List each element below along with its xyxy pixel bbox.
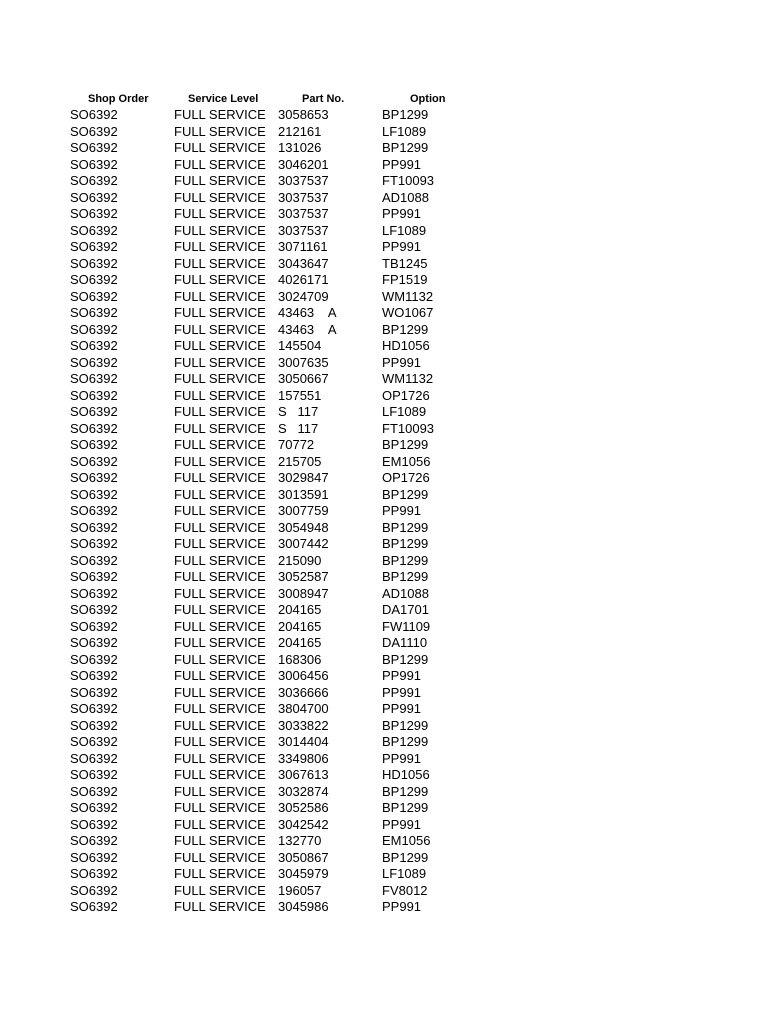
cell-shop-order: SO6392 bbox=[70, 404, 118, 419]
cell-service-level: FULL SERVICE bbox=[174, 519, 266, 535]
cell-service-level: FULL SERVICE bbox=[174, 569, 266, 584]
cell-option: FT10093 bbox=[382, 420, 435, 436]
cell-part-no: 3043647 bbox=[278, 255, 329, 271]
table-row bbox=[70, 140, 490, 157]
cell-part-no: 204165 bbox=[278, 618, 322, 634]
cell-option: PP991 bbox=[382, 668, 422, 683]
cell-shop-order: SO6392 bbox=[70, 272, 118, 287]
table-row bbox=[70, 338, 490, 355]
cell-service-level: FULL SERVICE bbox=[174, 899, 266, 914]
table-row bbox=[70, 173, 490, 190]
table-row bbox=[70, 569, 490, 586]
cell-option: LF1089 bbox=[382, 404, 427, 419]
cell-shop-order: SO6392 bbox=[70, 156, 118, 172]
cell-service-level: FULL SERVICE bbox=[174, 651, 266, 667]
cell-shop-order: SO6392 bbox=[70, 552, 118, 568]
cell-option: TB1245 bbox=[382, 255, 428, 271]
cell-part-no: 3067613 bbox=[278, 767, 329, 782]
cell-option: FP1519 bbox=[382, 272, 428, 287]
cell-part-no: 3050867 bbox=[278, 849, 329, 865]
cell-shop-order: SO6392 bbox=[70, 123, 118, 139]
cell-option: AD1088 bbox=[382, 189, 429, 205]
table-row bbox=[70, 124, 490, 141]
cell-option: BP1299 bbox=[382, 536, 429, 551]
cell-option: BP1299 bbox=[382, 321, 429, 337]
table-row bbox=[70, 833, 490, 850]
table-row bbox=[70, 866, 490, 883]
cell-option: EM1056 bbox=[382, 453, 431, 469]
cell-option: BP1299 bbox=[382, 437, 429, 452]
cell-shop-order: SO6392 bbox=[70, 899, 118, 914]
table-row bbox=[70, 487, 490, 504]
table-row bbox=[70, 899, 490, 916]
cell-service-level: FULL SERVICE bbox=[174, 371, 266, 386]
cell-part-no: 3013591 bbox=[278, 486, 329, 502]
cell-service-level: FULL SERVICE bbox=[174, 585, 266, 601]
table-row bbox=[70, 602, 490, 619]
cell-service-level: FULL SERVICE bbox=[174, 882, 266, 898]
cell-shop-order: SO6392 bbox=[70, 536, 118, 551]
cell-option: BP1299 bbox=[382, 569, 429, 584]
cell-part-no: S 117 bbox=[278, 420, 319, 436]
cell-shop-order: SO6392 bbox=[70, 800, 118, 815]
cell-service-level: FULL SERVICE bbox=[174, 816, 266, 832]
cell-shop-order: SO6392 bbox=[70, 783, 118, 799]
table-body bbox=[70, 107, 490, 916]
cell-part-no: 3042542 bbox=[278, 816, 329, 832]
cell-option: FV8012 bbox=[382, 882, 428, 898]
table-row bbox=[70, 388, 490, 405]
cell-shop-order: SO6392 bbox=[70, 767, 118, 782]
cell-part-no: 3024709 bbox=[278, 288, 329, 304]
table-row bbox=[70, 619, 490, 636]
cell-part-no: 3036666 bbox=[278, 684, 329, 700]
cell-service-level: FULL SERVICE bbox=[174, 321, 266, 337]
cell-option: BP1299 bbox=[382, 849, 429, 865]
table-row bbox=[70, 800, 490, 817]
cell-part-no: 3037537 bbox=[278, 173, 329, 188]
cell-option: BP1299 bbox=[382, 800, 429, 815]
cell-option: LF1089 bbox=[382, 222, 427, 238]
cell-option: FT10093 bbox=[382, 173, 435, 188]
cell-part-no: 3054948 bbox=[278, 519, 329, 535]
table-row bbox=[70, 371, 490, 388]
cell-option: PP991 bbox=[382, 156, 422, 172]
table-row bbox=[70, 520, 490, 537]
cell-shop-order: SO6392 bbox=[70, 750, 118, 766]
cell-option: WM1132 bbox=[382, 371, 434, 386]
table-row bbox=[70, 206, 490, 223]
table-row bbox=[70, 536, 490, 553]
cell-service-level: FULL SERVICE bbox=[174, 173, 266, 188]
cell-service-level: FULL SERVICE bbox=[174, 387, 266, 403]
cell-option: OP1726 bbox=[382, 470, 430, 485]
cell-shop-order: SO6392 bbox=[70, 338, 118, 353]
table-row bbox=[70, 322, 490, 339]
table-row bbox=[70, 668, 490, 685]
table-row bbox=[70, 685, 490, 702]
parts-table bbox=[70, 91, 490, 916]
cell-service-level: FULL SERVICE bbox=[174, 305, 266, 320]
table-row bbox=[70, 767, 490, 784]
table-row bbox=[70, 289, 490, 306]
cell-option: LF1089 bbox=[382, 123, 427, 139]
cell-part-no: 3045979 bbox=[278, 866, 329, 881]
cell-service-level: FULL SERVICE bbox=[174, 156, 266, 172]
table-row bbox=[70, 454, 490, 471]
cell-option: PP991 bbox=[382, 354, 422, 370]
table-row bbox=[70, 635, 490, 652]
cell-shop-order: SO6392 bbox=[70, 668, 118, 683]
cell-option: EM1056 bbox=[382, 833, 431, 848]
column-header-option: Option bbox=[410, 93, 446, 105]
cell-option: BP1299 bbox=[382, 519, 429, 535]
cell-service-level: FULL SERVICE bbox=[174, 453, 266, 469]
cell-shop-order: SO6392 bbox=[70, 189, 118, 205]
cell-part-no: 4026171 bbox=[278, 272, 329, 287]
cell-part-no: 204165 bbox=[278, 602, 322, 617]
cell-part-no: 3349806 bbox=[278, 750, 329, 766]
cell-service-level: FULL SERVICE bbox=[174, 618, 266, 634]
cell-option: BP1299 bbox=[382, 552, 429, 568]
cell-service-level: FULL SERVICE bbox=[174, 536, 266, 551]
cell-part-no: S 117 bbox=[278, 404, 319, 419]
cell-part-no: 131026 bbox=[278, 140, 322, 155]
cell-service-level: FULL SERVICE bbox=[174, 338, 266, 353]
table-row bbox=[70, 784, 490, 801]
cell-part-no: 132770 bbox=[278, 833, 322, 848]
cell-shop-order: SO6392 bbox=[70, 519, 118, 535]
cell-part-no: 3029847 bbox=[278, 470, 329, 485]
column-header-part-no: Part No. bbox=[302, 93, 345, 105]
cell-option: DA1701 bbox=[382, 602, 429, 617]
cell-shop-order: SO6392 bbox=[70, 305, 118, 320]
cell-part-no: 3052587 bbox=[278, 569, 329, 584]
table-row bbox=[70, 470, 490, 487]
cell-part-no: 3008947 bbox=[278, 585, 329, 601]
cell-part-no: 196057 bbox=[278, 882, 322, 898]
table-row bbox=[70, 239, 490, 256]
cell-option: OP1726 bbox=[382, 387, 430, 403]
cell-shop-order: SO6392 bbox=[70, 701, 118, 716]
cell-option: HD1056 bbox=[382, 767, 430, 782]
table-row bbox=[70, 437, 490, 454]
table-row bbox=[70, 223, 490, 240]
cell-option: BP1299 bbox=[382, 783, 429, 799]
cell-option: WM1132 bbox=[382, 288, 434, 304]
cell-part-no: 3037537 bbox=[278, 206, 329, 221]
cell-part-no: 3007759 bbox=[278, 503, 329, 518]
cell-shop-order: SO6392 bbox=[70, 371, 118, 386]
table-row bbox=[70, 421, 490, 438]
cell-service-level: FULL SERVICE bbox=[174, 222, 266, 238]
table-row bbox=[70, 305, 490, 322]
cell-part-no: 215090 bbox=[278, 552, 322, 568]
cell-shop-order: SO6392 bbox=[70, 503, 118, 518]
cell-shop-order: SO6392 bbox=[70, 486, 118, 502]
cell-service-level: FULL SERVICE bbox=[174, 123, 266, 139]
cell-service-level: FULL SERVICE bbox=[174, 239, 266, 254]
cell-shop-order: SO6392 bbox=[70, 585, 118, 601]
cell-option: PP991 bbox=[382, 239, 422, 254]
cell-option: PP991 bbox=[382, 503, 422, 518]
cell-service-level: FULL SERVICE bbox=[174, 767, 266, 782]
table-row bbox=[70, 404, 490, 421]
cell-shop-order: SO6392 bbox=[70, 816, 118, 832]
table-row bbox=[70, 107, 490, 124]
cell-option: BP1299 bbox=[382, 140, 429, 155]
cell-option: BP1299 bbox=[382, 734, 429, 749]
cell-service-level: FULL SERVICE bbox=[174, 750, 266, 766]
table-row bbox=[70, 817, 490, 834]
cell-shop-order: SO6392 bbox=[70, 734, 118, 749]
cell-part-no: 3058653 bbox=[278, 107, 329, 122]
cell-option: PP991 bbox=[382, 899, 422, 914]
cell-shop-order: SO6392 bbox=[70, 651, 118, 667]
cell-shop-order: SO6392 bbox=[70, 107, 118, 122]
cell-service-level: FULL SERVICE bbox=[174, 668, 266, 683]
cell-shop-order: SO6392 bbox=[70, 420, 118, 436]
table-row bbox=[70, 734, 490, 751]
table-row bbox=[70, 586, 490, 603]
cell-option: LF1089 bbox=[382, 866, 427, 881]
cell-shop-order: SO6392 bbox=[70, 437, 118, 452]
cell-service-level: FULL SERVICE bbox=[174, 800, 266, 815]
cell-part-no: 157551 bbox=[278, 387, 322, 403]
cell-shop-order: SO6392 bbox=[70, 602, 118, 617]
cell-shop-order: SO6392 bbox=[70, 173, 118, 188]
cell-part-no: 3007635 bbox=[278, 354, 329, 370]
cell-service-level: FULL SERVICE bbox=[174, 866, 266, 881]
cell-shop-order: SO6392 bbox=[70, 684, 118, 700]
cell-option: BP1299 bbox=[382, 486, 429, 502]
cell-service-level: FULL SERVICE bbox=[174, 437, 266, 452]
cell-shop-order: SO6392 bbox=[70, 849, 118, 865]
cell-shop-order: SO6392 bbox=[70, 717, 118, 733]
cell-part-no: 70772 bbox=[278, 437, 315, 452]
cell-shop-order: SO6392 bbox=[70, 140, 118, 155]
cell-option: PP991 bbox=[382, 701, 422, 716]
cell-option: HD1056 bbox=[382, 338, 430, 353]
cell-part-no: 3037537 bbox=[278, 189, 329, 205]
cell-service-level: FULL SERVICE bbox=[174, 833, 266, 848]
cell-part-no: 3037537 bbox=[278, 222, 329, 238]
column-header-service-level: Service Level bbox=[188, 93, 259, 105]
cell-part-no: 212161 bbox=[278, 123, 322, 139]
cell-service-level: FULL SERVICE bbox=[174, 635, 266, 650]
table-row bbox=[70, 883, 490, 900]
cell-part-no: 3045986 bbox=[278, 899, 329, 914]
cell-part-no: 43463 A bbox=[278, 305, 337, 320]
cell-service-level: FULL SERVICE bbox=[174, 255, 266, 271]
cell-service-level: FULL SERVICE bbox=[174, 354, 266, 370]
cell-part-no: 204165 bbox=[278, 635, 322, 650]
table-row bbox=[70, 157, 490, 174]
table-row bbox=[70, 190, 490, 207]
cell-part-no: 3046201 bbox=[278, 156, 329, 172]
cell-service-level: FULL SERVICE bbox=[174, 107, 266, 122]
cell-service-level: FULL SERVICE bbox=[174, 503, 266, 518]
cell-option: DA1110 bbox=[382, 635, 428, 650]
cell-service-level: FULL SERVICE bbox=[174, 783, 266, 799]
table-row bbox=[70, 503, 490, 520]
cell-service-level: FULL SERVICE bbox=[174, 272, 266, 287]
cell-part-no: 3804700 bbox=[278, 701, 329, 716]
cell-service-level: FULL SERVICE bbox=[174, 140, 266, 155]
table-row bbox=[70, 850, 490, 867]
cell-option: PP991 bbox=[382, 684, 422, 700]
cell-option: AD1088 bbox=[382, 585, 429, 601]
cell-option: BP1299 bbox=[382, 717, 429, 733]
cell-shop-order: SO6392 bbox=[70, 321, 118, 337]
cell-part-no: 3006456 bbox=[278, 668, 329, 683]
table-row bbox=[70, 256, 490, 273]
cell-service-level: FULL SERVICE bbox=[174, 717, 266, 733]
cell-shop-order: SO6392 bbox=[70, 882, 118, 898]
cell-service-level: FULL SERVICE bbox=[174, 684, 266, 700]
table-row bbox=[70, 751, 490, 768]
cell-part-no: 3071161 bbox=[278, 239, 328, 254]
cell-shop-order: SO6392 bbox=[70, 239, 118, 254]
cell-part-no: 3052586 bbox=[278, 800, 329, 815]
cell-option: FW1109 bbox=[382, 618, 431, 634]
cell-service-level: FULL SERVICE bbox=[174, 189, 266, 205]
table-row bbox=[70, 272, 490, 289]
cell-part-no: 145504 bbox=[278, 338, 322, 353]
cell-part-no: 3033822 bbox=[278, 717, 329, 733]
cell-option: PP991 bbox=[382, 750, 422, 766]
cell-shop-order: SO6392 bbox=[70, 833, 118, 848]
cell-service-level: FULL SERVICE bbox=[174, 486, 266, 502]
cell-shop-order: SO6392 bbox=[70, 470, 118, 485]
cell-shop-order: SO6392 bbox=[70, 569, 118, 584]
cell-shop-order: SO6392 bbox=[70, 453, 118, 469]
cell-service-level: FULL SERVICE bbox=[174, 701, 266, 716]
table-row bbox=[70, 553, 490, 570]
table-header bbox=[70, 91, 490, 107]
cell-shop-order: SO6392 bbox=[70, 222, 118, 238]
cell-part-no: 215705 bbox=[278, 453, 322, 469]
cell-service-level: FULL SERVICE bbox=[174, 602, 266, 617]
cell-part-no: 168306 bbox=[278, 651, 322, 667]
cell-shop-order: SO6392 bbox=[70, 206, 118, 221]
cell-part-no: 3014404 bbox=[278, 734, 329, 749]
cell-option: PP991 bbox=[382, 816, 422, 832]
cell-shop-order: SO6392 bbox=[70, 866, 118, 881]
column-header-shop-order: Shop Order bbox=[88, 93, 149, 105]
table-row bbox=[70, 718, 490, 735]
table-row bbox=[70, 355, 490, 372]
table-row bbox=[70, 652, 490, 669]
cell-option: WO1067 bbox=[382, 305, 434, 320]
cell-service-level: FULL SERVICE bbox=[174, 206, 266, 221]
cell-shop-order: SO6392 bbox=[70, 618, 118, 634]
cell-part-no: 3050667 bbox=[278, 371, 329, 386]
cell-shop-order: SO6392 bbox=[70, 255, 118, 271]
cell-shop-order: SO6392 bbox=[70, 288, 118, 304]
cell-option: BP1299 bbox=[382, 107, 429, 122]
cell-part-no: 3032874 bbox=[278, 783, 329, 799]
cell-part-no: 43463 A bbox=[278, 321, 337, 337]
cell-shop-order: SO6392 bbox=[70, 387, 118, 403]
cell-service-level: FULL SERVICE bbox=[174, 734, 266, 749]
cell-service-level: FULL SERVICE bbox=[174, 470, 266, 485]
cell-shop-order: SO6392 bbox=[70, 635, 118, 650]
cell-service-level: FULL SERVICE bbox=[174, 404, 266, 419]
cell-shop-order: SO6392 bbox=[70, 354, 118, 370]
table-row bbox=[70, 701, 490, 718]
cell-service-level: FULL SERVICE bbox=[174, 288, 266, 304]
cell-service-level: FULL SERVICE bbox=[174, 420, 266, 436]
cell-part-no: 3007442 bbox=[278, 536, 329, 551]
cell-service-level: FULL SERVICE bbox=[174, 849, 266, 865]
cell-service-level: FULL SERVICE bbox=[174, 552, 266, 568]
cell-option: BP1299 bbox=[382, 651, 429, 667]
cell-option: PP991 bbox=[382, 206, 422, 221]
